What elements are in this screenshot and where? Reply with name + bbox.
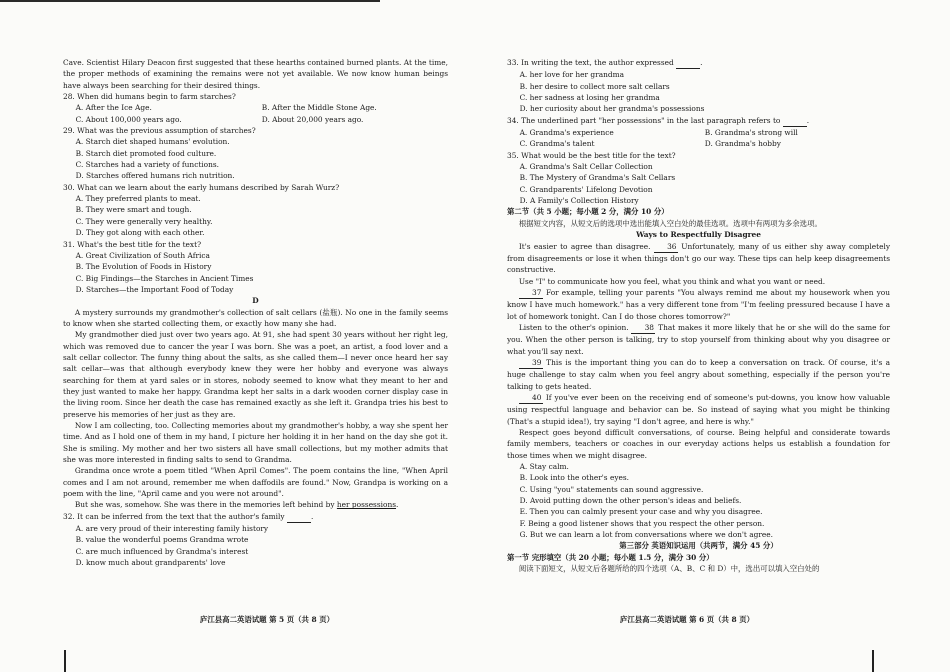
option-d: D. Grandma's hobby (704, 139, 781, 149)
blank-37: 37 (519, 287, 543, 299)
option-e: E. Then you can calmly present your case and why you disagree. (519, 507, 763, 517)
question-stem: 29. What was the previous assumption of starches? (63, 126, 256, 136)
option-c: C. Using "you" statements can sound aggressive. (519, 484, 704, 494)
option-d: D. They got along with each other. (75, 228, 205, 238)
option-c: C. Big Findings—the Starches in Ancient Times (75, 273, 254, 283)
option-a: A. her love for her grandma (519, 70, 624, 80)
blank-38: 38 (631, 322, 655, 334)
option-a: A. After the Ice Age. (75, 103, 152, 113)
section-2-header (507, 206, 890, 217)
paragraph-text: If you've ever been on the receiving end of someone's put-downs, you know how valuable using respectful language and behavior can be. So instead of saying what you might be thinking (That's a stupid idea!), try saying "I don't agree, and here is why." (507, 392, 890, 426)
question-31 (63, 239, 448, 296)
part-3-title: 第三部分 英语知识运用（共两节，满分 45 分） (619, 541, 778, 551)
passage-paragraph-2: Use "I" to communicate how you feel, what you think and what you want or need. (518, 276, 826, 286)
option-b: B. Grandma's strong will (704, 128, 798, 138)
question-stem (507, 115, 890, 127)
option-b: B. They were smart and tough. (75, 205, 192, 215)
blank-36: 36 (654, 241, 678, 253)
section-1-instructions: 阅读下面短文，从短文后各题所给的四个选项（A、B、C 和 D）中，选出可以填入空白处的 (518, 564, 820, 574)
section-2-instructions: 根据短文内容，从短文后的选项中选出能填入空白处的最佳选项。选项中有两项为多余选项。 (518, 218, 822, 228)
option-a: A. They preferred plants to meat. (75, 194, 201, 204)
paragraph-text: Listen to the other's opinion. (518, 322, 629, 332)
question-stem (63, 511, 448, 523)
option-d: D. Starches—the Important Food of Today (75, 284, 234, 294)
option-c: C. Starches had a variety of functions. (75, 160, 220, 170)
option-c: C. Grandma's talent (519, 139, 595, 149)
question-33 (507, 57, 890, 115)
intro-paragraph: Cave. Scientist Hilary Deacon first suggested that these hearths contained burned plants. At the time, the proper methods of examining the remains were not yet available. We now know human beings have always been searching for their desired things. (63, 58, 448, 90)
option-d: D. Avoid putting down the other person's ideas and beliefs. (519, 496, 742, 506)
page-footer-left: 庐江县高二英语试题 第 5 页（共 8 页） (200, 615, 335, 624)
passage-paragraph-4 (507, 322, 890, 357)
option-c: C. They were generally very healthy. (75, 216, 213, 226)
option-d: D. her curiosity about her grandma's possessions (519, 104, 705, 114)
option-c: C. About 100,000 years ago. (75, 114, 182, 124)
paragraph-text: This is the important thing you can do to keep a conversation on track. Of course, it's a huge challenge to stay calm when you feel angry about something, especially if the person you're talking to gets heated. (507, 357, 890, 391)
underlined-her-possessions: her possessions (336, 500, 397, 510)
question-29 (63, 125, 448, 182)
option-b: B. her desire to collect more salt cellars (519, 81, 670, 91)
right-column (507, 57, 890, 574)
paragraph-text: For example, telling your parents "You always remind me about my housework when you know I have much homework." has a very different tone from "I'm feeling pressured because I have a lot of homework tonight. Can I do those chores tomorrow?" (507, 287, 890, 321)
paragraph-text: Unfortunately, many of us either shy away completely from disagreements or lose it when things don't go our way. These tips can help keep disagreements constructive. (507, 241, 890, 275)
question-28 (63, 91, 448, 125)
question-stem-tail: . (700, 58, 703, 67)
passage-paragraph-5 (507, 357, 890, 392)
question-stem-text: 33. In writing the text, the author expressed (507, 58, 674, 67)
page-footer-right: 庐江县高二英语试题 第 6 页（共 8 页） (620, 615, 755, 624)
option-b: B. value the wonderful poems Grandma wrote (75, 535, 249, 545)
passage-d-paragraph-1: A mystery surrounds my grandmother's collection of salt cellars (盐瓶). No one in the family seems to know when she started collecting them, or exactly how many she had. (63, 307, 448, 328)
paragraph-text: That makes it more likely that he or she will do the same for you. When the other person is talking, try to stop yourself from thinking about why you disagree or what you'll say next. (507, 322, 890, 356)
question-stem-text: 32. It can be inferred from the text that the author's family (63, 511, 285, 521)
question-30 (63, 182, 448, 239)
binding-mark-right (872, 650, 874, 672)
answer-blank (783, 115, 810, 127)
option-b: B. Starch diet promoted food culture. (75, 148, 217, 158)
question-stem-text: 34. The underlined part "her possessions" in the last paragraph refers to (507, 115, 781, 125)
question-32 (63, 511, 448, 569)
option-b: B. After the Middle Stone Age. (261, 103, 377, 113)
paragraph-text: But she was, somehow. She was there in the memories left behind by (74, 500, 337, 510)
question-stem: 35. What would be the best title for the text? (507, 150, 676, 160)
question-stem (507, 57, 890, 69)
passage-d-paragraph-5 (63, 499, 448, 510)
option-c: C. her sadness at losing her grandma (519, 93, 660, 103)
paragraph-text: It's easier to agree than disagree. (518, 241, 651, 251)
passage-paragraph-1 (507, 241, 890, 276)
section-d-heading: D (252, 296, 259, 306)
option-a: A. Grandma's Salt Cellar Collection (519, 162, 653, 172)
option-f: F. Being a good listener shows that you respect the other person. (519, 518, 765, 528)
blank-40: 40 (519, 392, 543, 404)
option-d: D. About 20,000 years ago. (261, 114, 364, 124)
option-d: D. know much about grandparents' love (75, 558, 226, 568)
answer-options (507, 461, 890, 540)
option-a: A. Grandma's experience (519, 128, 614, 138)
option-a: A. Starch diet shaped humans' evolution. (75, 137, 230, 147)
answer-blank (287, 511, 314, 523)
option-a: A. Stay calm. (519, 462, 569, 472)
option-d: D. Starches offered humans rich nutrition. (75, 171, 235, 181)
question-stem: 28. When did humans begin to farm starches? (63, 92, 236, 102)
section-1-title: 第一节 完形填空（共 20 小题；每小题 1.5 分，满分 30 分） (507, 552, 714, 562)
option-g: G. But we can learn a lot from conversations where we don't agree. (519, 530, 774, 540)
question-stem-tail: . (310, 511, 314, 521)
passage-paragraph-7: Respect goes beyond difficult conversations, of course. Being helpful and considerate towards family members, teachers or coaches in our everyday actions helps us establish a foundation for those times when we might disagree. (507, 428, 890, 460)
passage-paragraph-3 (507, 287, 890, 322)
top-edge-rule (0, 0, 380, 2)
question-35 (507, 150, 890, 207)
left-column (63, 57, 448, 568)
section-2-title: 第二节（共 5 小题；每小题 2 分，满分 10 分） (507, 207, 669, 217)
passage-d-paragraph-3: Now I am collecting, too. Collecting memories about my grandmother's hobby, a way she spent her time. And as I hold one of them in my hand, I picture her holding it in her hand on the day she got it. She is smiling. My mother and her two sisters all have small collections, but my mother admits that she was more interested in finding salts to send to Grandma. (63, 421, 448, 465)
option-c: C. Grandparents' Lifelong Devotion (519, 184, 653, 194)
passage-d-paragraph-2: My grandmother died just over two years ago. At 91, she had spent 30 years without her right leg, which was removed due to cancer the year I was born. She was a poet, an artist, a food lover and a salt cellar collector. The funny thing about the salts, as she called them—I never once heard her say salt cellar—was that although everybody knew they were her hobby and everyone was always searching for them at yard sales or in stores, nobody seemed to know what they meant to her and they just wanted to make her happy. Grandma kept her salts in a dark wooden corner display case in the living room. Since her death the case has remained exactly as she left it. Grandpa tries his best to preserve his memories of her just as they are. (63, 330, 448, 419)
section-1-header (507, 552, 890, 563)
question-34 (507, 115, 890, 150)
option-a: A. are very proud of their interesting family history (75, 524, 269, 534)
question-stem: 31. What's the best title for the text? (63, 239, 202, 249)
option-b: B. The Mystery of Grandma's Salt Cellars (519, 173, 676, 183)
question-stem-tail: . (806, 115, 810, 125)
paragraph-text-end: . (396, 500, 399, 510)
passage-d-paragraph-4: Grandma once wrote a poem titled "When April Comes". The poem contains the line, "When April comes and I am not around, remember me when daffodils are found." Now, Grandpa is working on a poem with the line, "April came and you were not around". (63, 466, 448, 499)
blank-39: 39 (519, 357, 543, 369)
option-c: C. are much influenced by Grandma's interest (75, 546, 249, 556)
passage-paragraph-6 (507, 392, 890, 427)
option-a: A. Great Civilization of South Africa (75, 250, 210, 260)
option-b: B. Look into the other's eyes. (519, 473, 630, 483)
answer-blank (676, 57, 703, 69)
question-stem: 30. What can we learn about the early humans described by Sarah Wurz? (63, 182, 340, 192)
passage-title: Ways to Respectfully Disagree (636, 230, 761, 240)
binding-mark-left (64, 650, 66, 672)
option-b: B. The Evolution of Foods in History (75, 262, 212, 272)
option-d: D. A Family's Collection History (519, 196, 639, 206)
